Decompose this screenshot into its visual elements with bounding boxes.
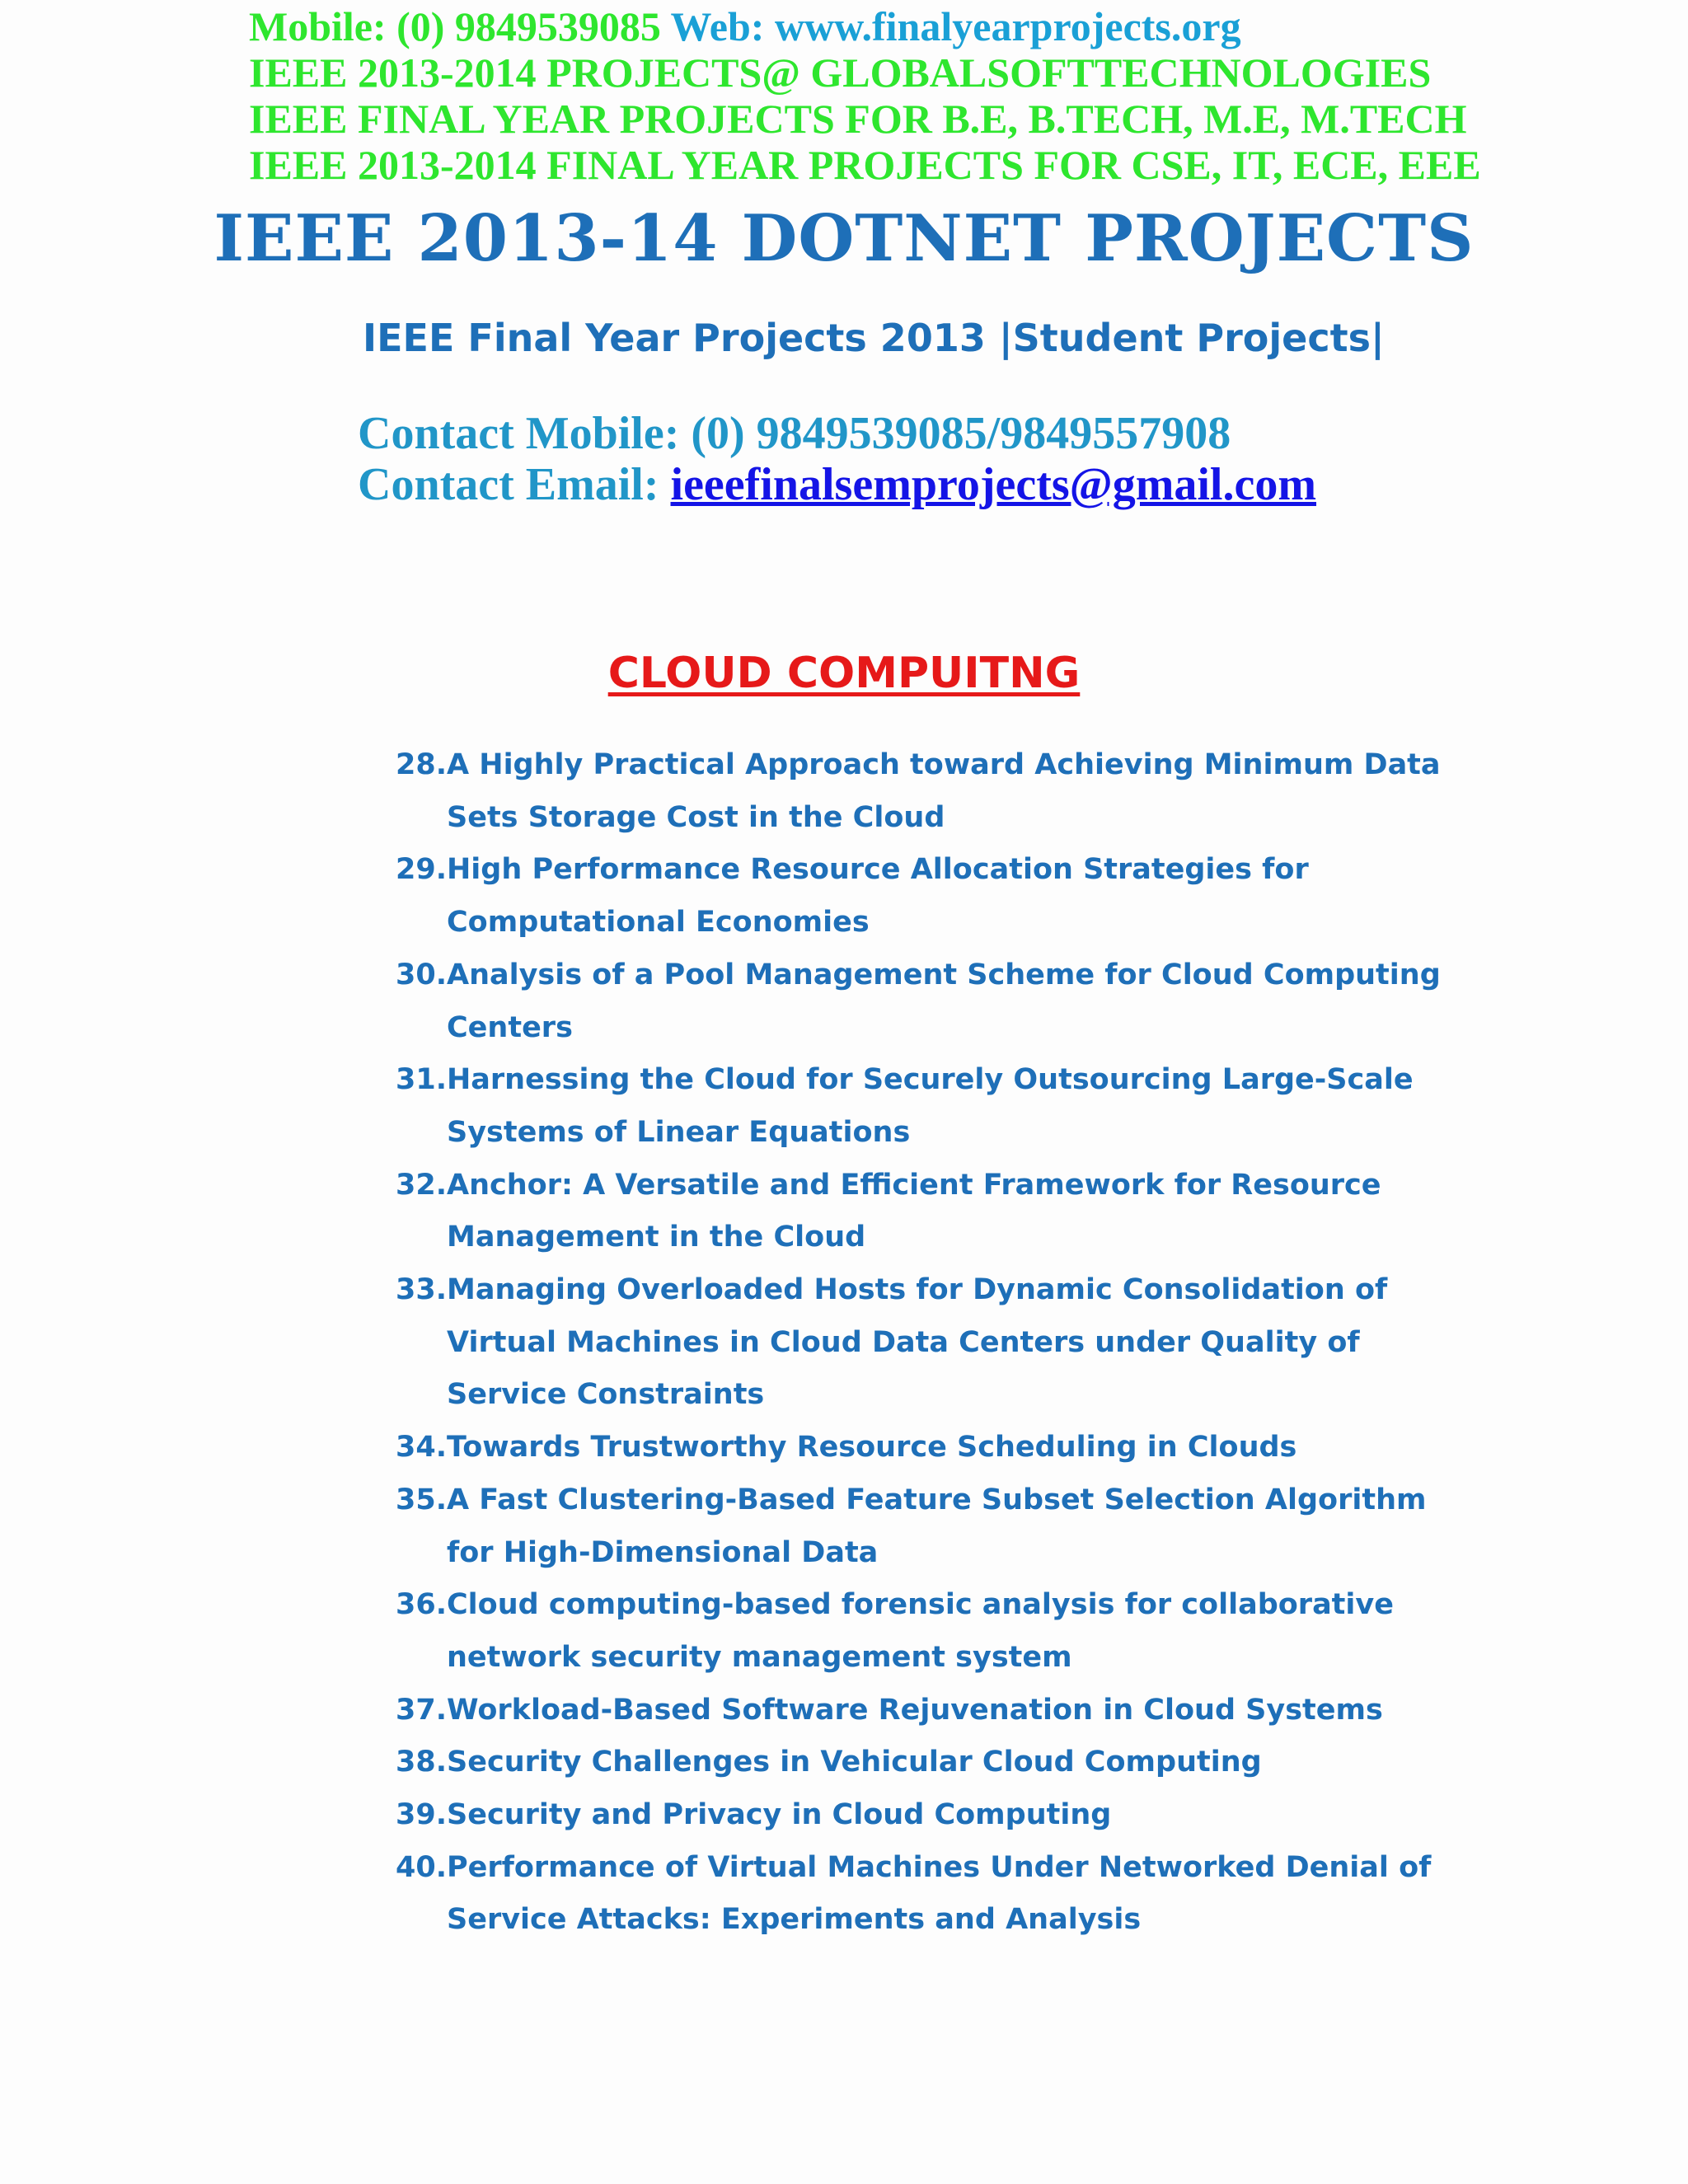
list-item — [396, 1264, 1451, 1422]
contact-email-link[interactable]: ieeefinalsemprojects@gmail.com — [670, 459, 1316, 510]
page-subtitle: IEEE Final Year Projects 2013 |Student Projects| — [363, 316, 1385, 360]
list-item — [396, 1422, 1451, 1474]
header-line-2: IEEE 2013-2014 PROJECTS@ GLOBALSOFTTECHNOLOGIES — [249, 49, 1432, 96]
header-web-label: Web: — [670, 3, 765, 49]
list-item-number: 32. — [396, 1168, 448, 1202]
list-item-number: 36. — [396, 1588, 448, 1622]
list-item — [396, 1842, 1451, 1947]
list-item-number: 33. — [396, 1273, 448, 1307]
list-item — [396, 844, 1451, 949]
list-item-title: Security Challenges in Vehicular Cloud Computing — [447, 1746, 1262, 1779]
list-item — [396, 1789, 1451, 1842]
list-item-number: 31. — [396, 1063, 448, 1097]
header-line-4: IEEE 2013-2014 FINAL YEAR PROJECTS FOR CSE, IT, ECE, EEE — [249, 142, 1481, 188]
list-item-number: 34. — [396, 1431, 448, 1465]
list-item-number: 35. — [396, 1483, 448, 1516]
contact-email-label: Contact Email: — [358, 459, 659, 510]
list-item-title: Performance of Virtual Machines Under Networked Denial of Service Attacks: Experiments and Analysis — [447, 1850, 1432, 1937]
header-contact-line — [249, 3, 1241, 49]
page-title: IEEE 2013-14 DOTNET PROJECTS — [213, 201, 1475, 276]
list-item-title: High Performance Resource Allocation Strategies for Computational Economies — [447, 853, 1309, 940]
list-item — [396, 739, 1451, 844]
list-item — [396, 1736, 1451, 1789]
section-heading — [0, 644, 1688, 702]
list-item-title: A Fast Clustering-Based Feature Subset Selection Algorithm for High-Dimensional Data — [447, 1483, 1427, 1569]
list-item-number: 38. — [396, 1746, 448, 1779]
contact-email-line — [358, 458, 1316, 511]
list-item-title: A Highly Practical Approach toward Achieving Minimum Data Sets Storage Cost in the Cloud — [447, 748, 1441, 834]
header-web-url[interactable]: www.finalyearprojects.org — [774, 3, 1241, 49]
list-item-title: Harnessing the Cloud for Securely Outsourcing Large-Scale Systems of Linear Equations — [447, 1063, 1414, 1149]
list-item — [396, 1160, 1451, 1264]
list-item-title: Anchor: A Versatile and Efficient Framework for Resource Management in the Cloud — [447, 1168, 1381, 1254]
list-item — [396, 949, 1451, 1054]
list-item-number: 29. — [396, 853, 448, 887]
list-item-title: Workload-Based Software Rejuvenation in Cloud Systems — [447, 1693, 1383, 1727]
header-mobile: Mobile: (0) 9849539085 — [249, 3, 661, 49]
list-item-number: 39. — [396, 1798, 448, 1832]
list-item-number: 40. — [396, 1850, 448, 1884]
list-item — [396, 1474, 1451, 1579]
list-item-title: Towards Trustworthy Resource Scheduling in Clouds — [447, 1431, 1297, 1465]
list-item-title: Managing Overloaded Hosts for Dynamic Consolidation of Virtual Machines in Cloud Data Centers under Quality of Service Constraints — [447, 1273, 1388, 1412]
list-item-title: Cloud computing-based forensic analysis for collaborative network security management system — [447, 1588, 1394, 1674]
list-item-title: Security and Privacy in Cloud Computing — [447, 1798, 1112, 1832]
contact-mobile: Contact Mobile: (0) 9849539085/9849557908 — [358, 408, 1231, 459]
list-item — [396, 1579, 1451, 1684]
list-item-number: 30. — [396, 958, 448, 991]
list-item-title: Analysis of a Pool Management Scheme for Cloud Computing Centers — [447, 958, 1441, 1044]
section-heading-text: CLOUD COMPUITNG — [607, 649, 1081, 698]
list-item — [396, 1685, 1451, 1737]
header-line-3: IEEE FINAL YEAR PROJECTS FOR B.E, B.TECH, M.E, M.TECH — [249, 96, 1467, 142]
list-item-number: 37. — [396, 1693, 448, 1727]
list-item-number: 28. — [396, 748, 448, 781]
list-item — [396, 1054, 1451, 1159]
project-list — [396, 739, 1451, 1947]
